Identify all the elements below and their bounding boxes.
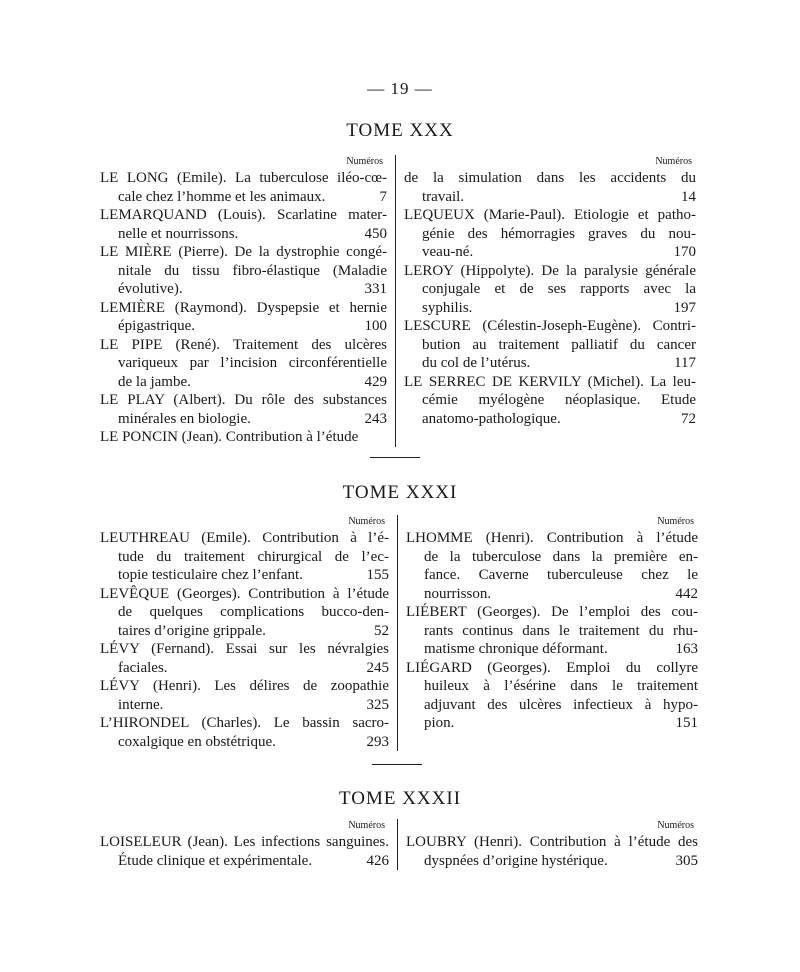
entry-text: LE SERREC DE KERVILY (Michel). La leu- bbox=[404, 373, 696, 390]
entry-line bbox=[406, 714, 698, 733]
entry-text: cémie myélogène néoplasique. Etude bbox=[422, 392, 696, 408]
page-reference-number: 442 bbox=[675, 585, 698, 602]
section-divider bbox=[372, 764, 422, 765]
entry-text: nelle et nourrissons. bbox=[118, 225, 239, 242]
index-entry bbox=[100, 169, 387, 206]
entry-line bbox=[100, 566, 389, 585]
right-column bbox=[398, 819, 698, 870]
entry-line bbox=[406, 833, 698, 852]
page-reference-number: 245 bbox=[366, 659, 389, 676]
index-entry bbox=[406, 833, 698, 870]
entry-line bbox=[100, 733, 389, 752]
page-reference-number: 243 bbox=[364, 410, 387, 427]
entry-line bbox=[100, 262, 387, 281]
entry-text: Étude clinique et expérimentale. bbox=[118, 852, 313, 869]
entry-text: LE PONCIN (Jean). Contribution à l’étude bbox=[100, 429, 359, 445]
entry-text: veau-né. bbox=[422, 244, 474, 260]
entry-line bbox=[100, 336, 387, 355]
entry-line bbox=[100, 410, 387, 429]
page-reference-number: 450 bbox=[364, 225, 387, 242]
entry-text: rants continus dans le traitement du rhu- bbox=[424, 622, 698, 639]
entry-line bbox=[404, 354, 696, 373]
entry-line bbox=[404, 280, 696, 299]
entry-line bbox=[100, 640, 389, 659]
index-entry bbox=[100, 428, 387, 447]
left-column bbox=[100, 515, 398, 751]
entry-line bbox=[100, 585, 389, 604]
entry-line bbox=[100, 696, 389, 715]
page-reference-number: 100 bbox=[364, 318, 387, 334]
entry-text: minérales en biologie. bbox=[118, 410, 251, 427]
entry-line bbox=[404, 243, 696, 262]
entry-text: L’HIRONDEL (Charles). Le bassin sacro- bbox=[100, 715, 389, 731]
entry-text: conjugale et de ses rapports avec la bbox=[422, 281, 696, 297]
entry-line bbox=[406, 659, 698, 678]
index-entry bbox=[100, 299, 387, 336]
entry-line bbox=[406, 603, 698, 622]
index-entry bbox=[404, 317, 696, 373]
entry-text: topie testiculaire chez l’enfant. bbox=[118, 567, 303, 583]
left-column bbox=[100, 155, 396, 447]
entry-line bbox=[404, 336, 696, 355]
volume-title: TOME XXXII bbox=[338, 788, 462, 809]
page-reference-number: 14 bbox=[681, 188, 696, 205]
page-reference-number: 72 bbox=[681, 410, 696, 427]
index-entry bbox=[406, 603, 698, 659]
entry-text: LE MIÈRE (Pierre). De la dystrophie congé- bbox=[100, 244, 387, 260]
entry-line bbox=[100, 243, 387, 262]
index-entry bbox=[100, 529, 389, 585]
numeros-header: Numéros bbox=[348, 820, 385, 831]
entry-line bbox=[100, 280, 387, 299]
entry-text: LHOMME (Henri). Contribution à l’étude bbox=[406, 530, 698, 546]
entry-text: faciales. bbox=[118, 659, 168, 676]
entry-text: anatomo-pathologique. bbox=[422, 410, 561, 427]
index-entry bbox=[100, 336, 387, 392]
entry-line bbox=[100, 317, 387, 336]
entry-text: LE LONG (Emile). La tuberculose iléo-cœ- bbox=[100, 170, 387, 186]
index-entry bbox=[100, 640, 389, 677]
entry-text: LEROY (Hippolyte). De la paralysie générale bbox=[404, 262, 696, 279]
index-entry bbox=[100, 714, 389, 751]
page-reference-number: 163 bbox=[675, 641, 698, 657]
entry-text: de la simulation dans les accidents du bbox=[404, 170, 696, 186]
entry-line bbox=[100, 677, 389, 696]
entry-text: tude du traitement chirurgical de l’ec- bbox=[118, 548, 389, 565]
index-entry bbox=[100, 391, 387, 428]
page-reference-number: 170 bbox=[673, 244, 696, 260]
entry-line bbox=[100, 373, 387, 392]
entry-text: LE PIPE (René). Traitement des ulcères bbox=[100, 336, 387, 353]
entry-text: LEUTHREAU (Emile). Contribution à l’é- bbox=[100, 530, 389, 546]
entry-text: cale chez l’homme et les animaux. bbox=[118, 188, 326, 205]
volume-section bbox=[100, 819, 698, 870]
numeros-header: Numéros bbox=[348, 516, 385, 527]
index-entry bbox=[406, 659, 698, 733]
entry-line bbox=[404, 317, 696, 336]
page-reference-number: 426 bbox=[366, 852, 389, 869]
entry-line bbox=[406, 548, 698, 567]
entry-text: syphilis. bbox=[422, 299, 473, 316]
entry-line bbox=[100, 206, 387, 225]
entry-line bbox=[100, 354, 387, 373]
index-entry bbox=[404, 262, 696, 318]
index-entry bbox=[406, 529, 698, 603]
page-reference-number: 293 bbox=[366, 733, 389, 750]
entry-line bbox=[404, 299, 696, 318]
page-reference-number: 52 bbox=[374, 622, 389, 639]
entry-text: nourrisson. bbox=[424, 585, 492, 602]
entry-line bbox=[404, 188, 696, 207]
entry-text: LÉVY (Henri). Les délires de zoopathie bbox=[100, 678, 389, 694]
entry-text: LEMIÈRE (Raymond). Dyspepsie et hernie bbox=[100, 299, 387, 316]
entry-text: fance. Caverne tuberculeuse chez le bbox=[424, 567, 698, 583]
entry-line bbox=[404, 262, 696, 281]
entry-text: huileux à l’ésérine dans le traitement bbox=[424, 678, 698, 694]
entry-text: taires d’origine grippale. bbox=[118, 622, 266, 639]
page-reference-number: 117 bbox=[674, 355, 696, 371]
entry-text: LOUBRY (Henri). Contribution à l’étude des bbox=[406, 834, 698, 850]
entry-text: coxalgique en obstétrique. bbox=[118, 733, 276, 750]
entry-text: LOISELEUR (Jean). Les infections sanguines. bbox=[100, 834, 389, 850]
entry-text: LEVÊQUE (Georges). Contribution à l’étude bbox=[100, 585, 389, 602]
entry-line bbox=[406, 622, 698, 641]
entry-text: du col de l’utérus. bbox=[422, 355, 531, 371]
index-entry bbox=[404, 373, 696, 429]
right-column bbox=[398, 515, 698, 751]
entry-line bbox=[100, 391, 387, 410]
volume-section bbox=[100, 515, 698, 751]
entry-text: de la tuberculose dans la première en- bbox=[424, 548, 698, 565]
entry-text: LÉVY (Fernand). Essai sur les névralgies bbox=[100, 641, 389, 657]
section-divider bbox=[370, 457, 420, 458]
entry-line bbox=[406, 852, 698, 871]
page-number: — 19 — bbox=[367, 79, 433, 98]
entry-text: de quelques complications bucco-den- bbox=[118, 604, 389, 620]
entry-line bbox=[100, 548, 389, 567]
entry-line bbox=[100, 714, 389, 733]
entry-text: pion. bbox=[424, 715, 455, 731]
numeros-header: Numéros bbox=[655, 156, 692, 167]
index-entry bbox=[100, 833, 389, 870]
entry-line bbox=[404, 391, 696, 410]
entry-line bbox=[406, 677, 698, 696]
entry-line bbox=[100, 225, 387, 244]
numeros-header: Numéros bbox=[657, 820, 694, 831]
entry-line bbox=[100, 659, 389, 678]
entry-text: LIÉBERT (Georges). De l’emploi des cou- bbox=[406, 604, 698, 620]
entry-text: dyspnées d’origine hystérique. bbox=[424, 852, 608, 869]
volume-section bbox=[100, 155, 696, 447]
entry-text: LEMARQUAND (Louis). Scarlatine mater- bbox=[100, 207, 387, 223]
entry-line bbox=[100, 833, 389, 852]
index-entry bbox=[404, 206, 696, 262]
entry-line bbox=[100, 299, 387, 318]
volume-title: TOME XXXI bbox=[342, 482, 458, 503]
index-entry bbox=[100, 585, 389, 641]
page-reference-number bbox=[381, 428, 387, 447]
page-reference-number: 7 bbox=[379, 188, 387, 205]
entry-text: LEQUEUX (Marie-Paul). Etiologie et patho- bbox=[404, 207, 696, 223]
entry-text: génie des hémorragies graves du nou- bbox=[422, 225, 696, 242]
entry-line bbox=[100, 188, 387, 207]
entry-line bbox=[100, 852, 389, 871]
entry-line bbox=[100, 622, 389, 641]
entry-line bbox=[404, 225, 696, 244]
entry-text: épigastrique. bbox=[118, 318, 196, 334]
entry-text: travail. bbox=[422, 188, 465, 205]
page-reference-number: 305 bbox=[675, 852, 698, 869]
entry-text: de la jambe. bbox=[118, 373, 191, 390]
page-reference-number: 429 bbox=[364, 373, 387, 390]
entry-line bbox=[406, 696, 698, 715]
entry-text: évolutive). bbox=[118, 281, 183, 297]
entry-line bbox=[406, 566, 698, 585]
entry-text: LESCURE (Célestin-Joseph-Eugène). Contri- bbox=[404, 318, 696, 334]
page-reference-number: 197 bbox=[673, 299, 696, 316]
entry-text: variqueux par l’incision circonférentielle bbox=[118, 355, 387, 371]
entry-line bbox=[404, 206, 696, 225]
entry-text: matisme chronique déformant. bbox=[424, 641, 608, 657]
index-entry bbox=[404, 169, 696, 206]
entry-line bbox=[100, 529, 389, 548]
entry-line bbox=[100, 603, 389, 622]
page-reference-number: 151 bbox=[675, 715, 698, 731]
entry-text: nitale du tissu fibro-élastique (Maladie bbox=[118, 262, 387, 279]
entry-line bbox=[100, 169, 387, 188]
entry-line bbox=[406, 585, 698, 604]
entry-text: bution au traitement palliatif du cancer bbox=[422, 336, 696, 353]
entry-line bbox=[406, 529, 698, 548]
index-entry bbox=[100, 243, 387, 299]
numeros-header: Numéros bbox=[346, 156, 383, 167]
entry-text: interne. bbox=[118, 696, 164, 713]
entry-text: LE PLAY (Albert). Du rôle des substances bbox=[100, 392, 387, 408]
entry-line bbox=[404, 373, 696, 392]
page-reference-number: 325 bbox=[366, 696, 389, 713]
entry-text: LIÉGARD (Georges). Emploi du collyre bbox=[406, 659, 698, 676]
page-reference-number: 155 bbox=[366, 567, 389, 583]
left-column bbox=[100, 819, 398, 870]
page-reference-number: 331 bbox=[364, 281, 387, 297]
entry-line bbox=[100, 428, 387, 447]
right-column bbox=[396, 155, 696, 447]
entry-line bbox=[404, 410, 696, 429]
entry-text: adjuvant des ulcères infectieux à hypo- bbox=[424, 696, 698, 713]
entry-line bbox=[404, 169, 696, 188]
volume-title: TOME XXX bbox=[346, 120, 454, 141]
index-entry bbox=[100, 677, 389, 714]
index-entry bbox=[100, 206, 387, 243]
entry-line bbox=[406, 640, 698, 659]
numeros-header: Numéros bbox=[657, 516, 694, 527]
